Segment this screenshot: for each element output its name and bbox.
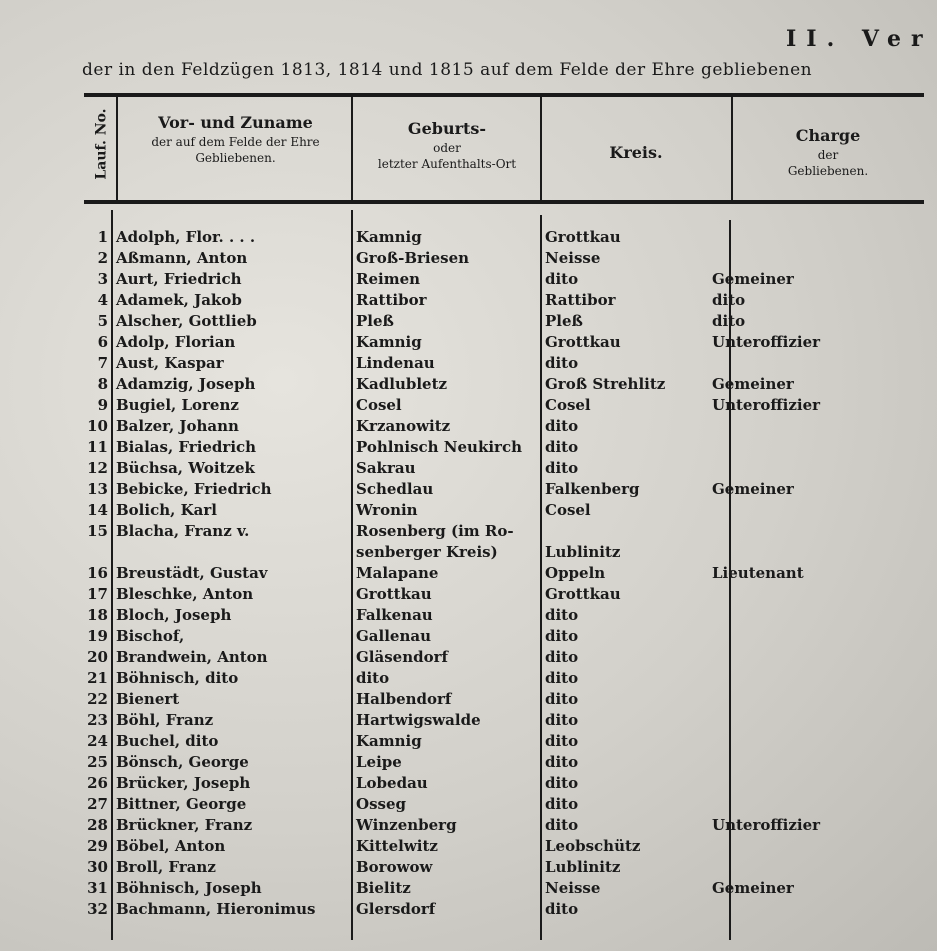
cell-name: Blacha, Franz v. <box>116 522 250 540</box>
cell-ort: Wronin <box>356 501 418 519</box>
cell-nr: 19 <box>87 627 108 645</box>
cell-name: Bialas, Friedrich <box>116 438 257 456</box>
cell-kreis: Grottkau <box>545 228 621 246</box>
cell-ort: Halbendorf <box>356 690 452 708</box>
cell-name: Adamzig, Joseph <box>116 375 256 393</box>
cell-ort: Cosel <box>356 396 402 414</box>
cell-ort: Gallenau <box>356 627 431 645</box>
cell-nr: 17 <box>87 585 108 603</box>
cell-nr: 16 <box>87 564 108 582</box>
column-header-charge: Charge der Gebliebenen. <box>787 126 869 178</box>
cell-kreis: dito <box>545 669 579 687</box>
cell-kreis: dito <box>545 459 579 477</box>
cell-charge: dito <box>712 312 746 330</box>
cell-ort: Pleß <box>356 312 394 330</box>
cell-nr: 4 <box>97 291 108 309</box>
cell-kreis: dito <box>545 438 579 456</box>
table-row <box>0 774 937 796</box>
cell-nr: 23 <box>87 711 108 729</box>
cell-name: Böbel, Anton <box>116 837 226 855</box>
table-row <box>0 522 937 544</box>
cell-kreis: dito <box>545 606 579 624</box>
table-row <box>0 501 937 523</box>
cell-kreis: Grottkau <box>545 585 621 603</box>
cell-name: Aßmann, Anton <box>116 249 248 267</box>
cell-nr: 1 <box>97 228 108 246</box>
cell-name: Böhl, Franz <box>116 711 214 729</box>
cell-ort: Kamnig <box>356 228 422 246</box>
cell-name: Breustädt, Gustav <box>116 564 268 582</box>
cell-kreis: dito <box>545 648 579 666</box>
cell-kreis: dito <box>545 354 579 372</box>
cell-kreis: Rattibor <box>545 291 616 309</box>
cell-kreis: Lublinitz <box>545 858 621 876</box>
cell-name: Broll, Franz <box>116 858 216 876</box>
header-divider <box>540 97 542 200</box>
cell-name: Bleschke, Anton <box>116 585 254 603</box>
header-divider <box>731 97 733 200</box>
cell-nr: 12 <box>87 459 108 477</box>
cell-ort: Leipe <box>356 753 402 771</box>
cell-name: Brandwein, Anton <box>116 648 268 666</box>
cell-name: Adamek, Jakob <box>116 291 242 309</box>
cell-name: Bischof, <box>116 627 185 645</box>
table-row <box>0 249 937 271</box>
cell-kreis: Neisse <box>545 249 601 267</box>
cell-charge: Gemeiner <box>712 879 794 897</box>
cell-nr: 3 <box>97 270 108 288</box>
table-row <box>0 711 937 733</box>
cell-name: Bachmann, Hieronimus <box>116 900 316 918</box>
cell-nr: 15 <box>87 522 108 540</box>
cell-nr: 21 <box>87 669 108 687</box>
column-header-kreis: Kreis. <box>609 143 663 162</box>
cell-ort: Pohlnisch Neukirch <box>356 438 522 456</box>
cell-nr: 24 <box>87 732 108 750</box>
cell-nr: 10 <box>87 417 108 435</box>
cell-name: Böhnisch, dito <box>116 669 239 687</box>
table-row <box>0 375 937 397</box>
table-row <box>0 270 937 292</box>
cell-ort: dito <box>356 669 390 687</box>
cell-nr: 30 <box>87 858 108 876</box>
cell-kreis: dito <box>545 900 579 918</box>
document-title-line: der in den Feldzügen 1813, 1814 und 1815 auf dem Felde der Ehre gebliebenen <box>82 60 813 80</box>
cell-ort: Rosenberg (im Ro- <box>356 522 514 540</box>
cell-ort: Groß-Briesen <box>356 249 470 267</box>
cell-nr: 14 <box>87 501 108 519</box>
cell-kreis: Pleß <box>545 312 583 330</box>
table-row <box>0 627 937 649</box>
cell-kreis: Leobschütz <box>545 837 641 855</box>
cell-ort: Rattibor <box>356 291 427 309</box>
cell-charge: Unteroffizier <box>712 333 821 351</box>
table-row <box>0 438 937 460</box>
cell-name: Adolp, Florian <box>116 333 236 351</box>
cell-charge: Gemeiner <box>712 270 794 288</box>
cell-charge: Lieutenant <box>712 564 804 582</box>
cell-nr: 29 <box>87 837 108 855</box>
cell-nr: 7 <box>97 354 108 372</box>
cell-nr: 26 <box>87 774 108 792</box>
cell-name: Aust, Kaspar <box>116 354 224 372</box>
cell-nr: 5 <box>97 312 108 330</box>
cell-kreis: Groß Strehlitz <box>545 375 666 393</box>
table-row <box>0 795 937 817</box>
cell-ort: Grottkau <box>356 585 432 603</box>
cell-ort: Sakrau <box>356 459 416 477</box>
cell-name: Buchel, dito <box>116 732 219 750</box>
cell-kreis: Cosel <box>545 501 591 519</box>
column-header-nr: Lauf. No. <box>93 108 110 180</box>
cell-ort: Lindenau <box>356 354 435 372</box>
cell-name: Aurt, Friedrich <box>116 270 242 288</box>
column-header-ort: Geburts- oder letzter Aufenthalts-Ort <box>377 119 517 171</box>
cell-nr: 8 <box>97 375 108 393</box>
table-row <box>0 480 937 502</box>
table-row <box>0 648 937 670</box>
cell-kreis: dito <box>545 753 579 771</box>
table-row <box>0 669 937 691</box>
cell-ort: Malapane <box>356 564 439 582</box>
table-row <box>0 690 937 712</box>
table-row <box>0 564 937 586</box>
cell-nr: 31 <box>87 879 108 897</box>
cell-charge: Gemeiner <box>712 480 794 498</box>
cell-ort: Reimen <box>356 270 421 288</box>
header-divider <box>351 97 353 200</box>
cell-nr: 9 <box>97 396 108 414</box>
cell-nr: 25 <box>87 753 108 771</box>
table-row <box>0 606 937 628</box>
table-row <box>0 732 937 754</box>
cell-ort: Gläsendorf <box>356 648 448 666</box>
cell-kreis: Lublinitz <box>545 543 621 561</box>
cell-ort: Kamnig <box>356 732 422 750</box>
cell-kreis: Oppeln <box>545 564 606 582</box>
cell-kreis: dito <box>545 690 579 708</box>
table-row <box>0 879 937 901</box>
cell-name: Balzer, Johann <box>116 417 239 435</box>
cell-kreis: Neisse <box>545 879 601 897</box>
cell-ort: Lobedau <box>356 774 428 792</box>
cell-ort: Glersdorf <box>356 900 436 918</box>
cell-ort: Winzenberg <box>356 816 457 834</box>
cell-kreis: dito <box>545 270 579 288</box>
table-row <box>0 333 937 355</box>
cell-kreis: dito <box>545 795 579 813</box>
cell-name: Büchsa, Woitzek <box>116 459 255 477</box>
cell-charge: Gemeiner <box>712 375 794 393</box>
table-row <box>0 585 937 607</box>
cell-name: Bebicke, Friedrich <box>116 480 272 498</box>
cell-name: Alscher, Gottlieb <box>116 312 257 330</box>
table-row <box>0 354 937 376</box>
cell-name: Bittner, George <box>116 795 247 813</box>
table-row <box>0 900 937 922</box>
cell-name: Bugiel, Lorenz <box>116 396 239 414</box>
cell-ort: Borowow <box>356 858 433 876</box>
cell-kreis: dito <box>545 627 579 645</box>
cell-nr: 11 <box>87 438 108 456</box>
cell-nr: 13 <box>87 480 108 498</box>
cell-kreis: dito <box>545 816 579 834</box>
cell-name: Bienert <box>116 690 180 708</box>
cell-ort: Schedlau <box>356 480 434 498</box>
cell-nr: 27 <box>87 795 108 813</box>
table-row <box>0 396 937 418</box>
cell-kreis: dito <box>545 417 579 435</box>
cell-nr: 20 <box>87 648 108 666</box>
cell-nr: 22 <box>87 690 108 708</box>
top-rule <box>84 93 924 97</box>
column-header-name: Vor- und Zuname der auf dem Felde der Ehre Gebliebenen. <box>151 113 320 165</box>
table-row <box>0 228 937 250</box>
cell-ort: Kadlubletz <box>356 375 448 393</box>
cell-name: Bloch, Joseph <box>116 606 232 624</box>
cell-ort: Osseg <box>356 795 406 813</box>
cell-charge: dito <box>712 291 746 309</box>
cell-ort: Kittelwitz <box>356 837 438 855</box>
cell-kreis: dito <box>545 774 579 792</box>
table-row <box>0 417 937 439</box>
cell-ort: senberger Kreis) <box>356 543 498 561</box>
cell-name: Brückner, Franz <box>116 816 253 834</box>
header-bottom-rule <box>84 200 924 204</box>
cell-name: Bolich, Karl <box>116 501 217 519</box>
section-heading: II. Ver <box>786 26 933 52</box>
table-row <box>0 312 937 334</box>
cell-ort: Krzanowitz <box>356 417 451 435</box>
cell-ort: Kamnig <box>356 333 422 351</box>
cell-kreis: Cosel <box>545 396 591 414</box>
cell-name: Brücker, Joseph <box>116 774 251 792</box>
cell-ort: Bielitz <box>356 879 411 897</box>
table-row <box>0 816 937 838</box>
cell-nr: 2 <box>97 249 108 267</box>
cell-nr: 28 <box>87 816 108 834</box>
table-row <box>0 753 937 775</box>
table-row <box>0 459 937 481</box>
cell-name: Böhnisch, Joseph <box>116 879 262 897</box>
cell-kreis: Grottkau <box>545 333 621 351</box>
cell-charge: Unteroffizier <box>712 396 821 414</box>
table-row <box>0 858 937 880</box>
cell-ort: Falkenau <box>356 606 433 624</box>
cell-nr: 32 <box>87 900 108 918</box>
cell-kreis: Falkenberg <box>545 480 640 498</box>
cell-nr: 6 <box>97 333 108 351</box>
cell-kreis: dito <box>545 732 579 750</box>
cell-nr: 18 <box>87 606 108 624</box>
cell-name: Bönsch, George <box>116 753 249 771</box>
table-row <box>0 291 937 313</box>
cell-ort: Hartwigswalde <box>356 711 481 729</box>
cell-name: Adolph, Flor. . . . <box>116 228 256 246</box>
cell-charge: Unteroffizier <box>712 816 821 834</box>
table-row <box>0 543 937 565</box>
table-row <box>0 837 937 859</box>
cell-kreis: dito <box>545 711 579 729</box>
header-divider <box>116 97 118 200</box>
